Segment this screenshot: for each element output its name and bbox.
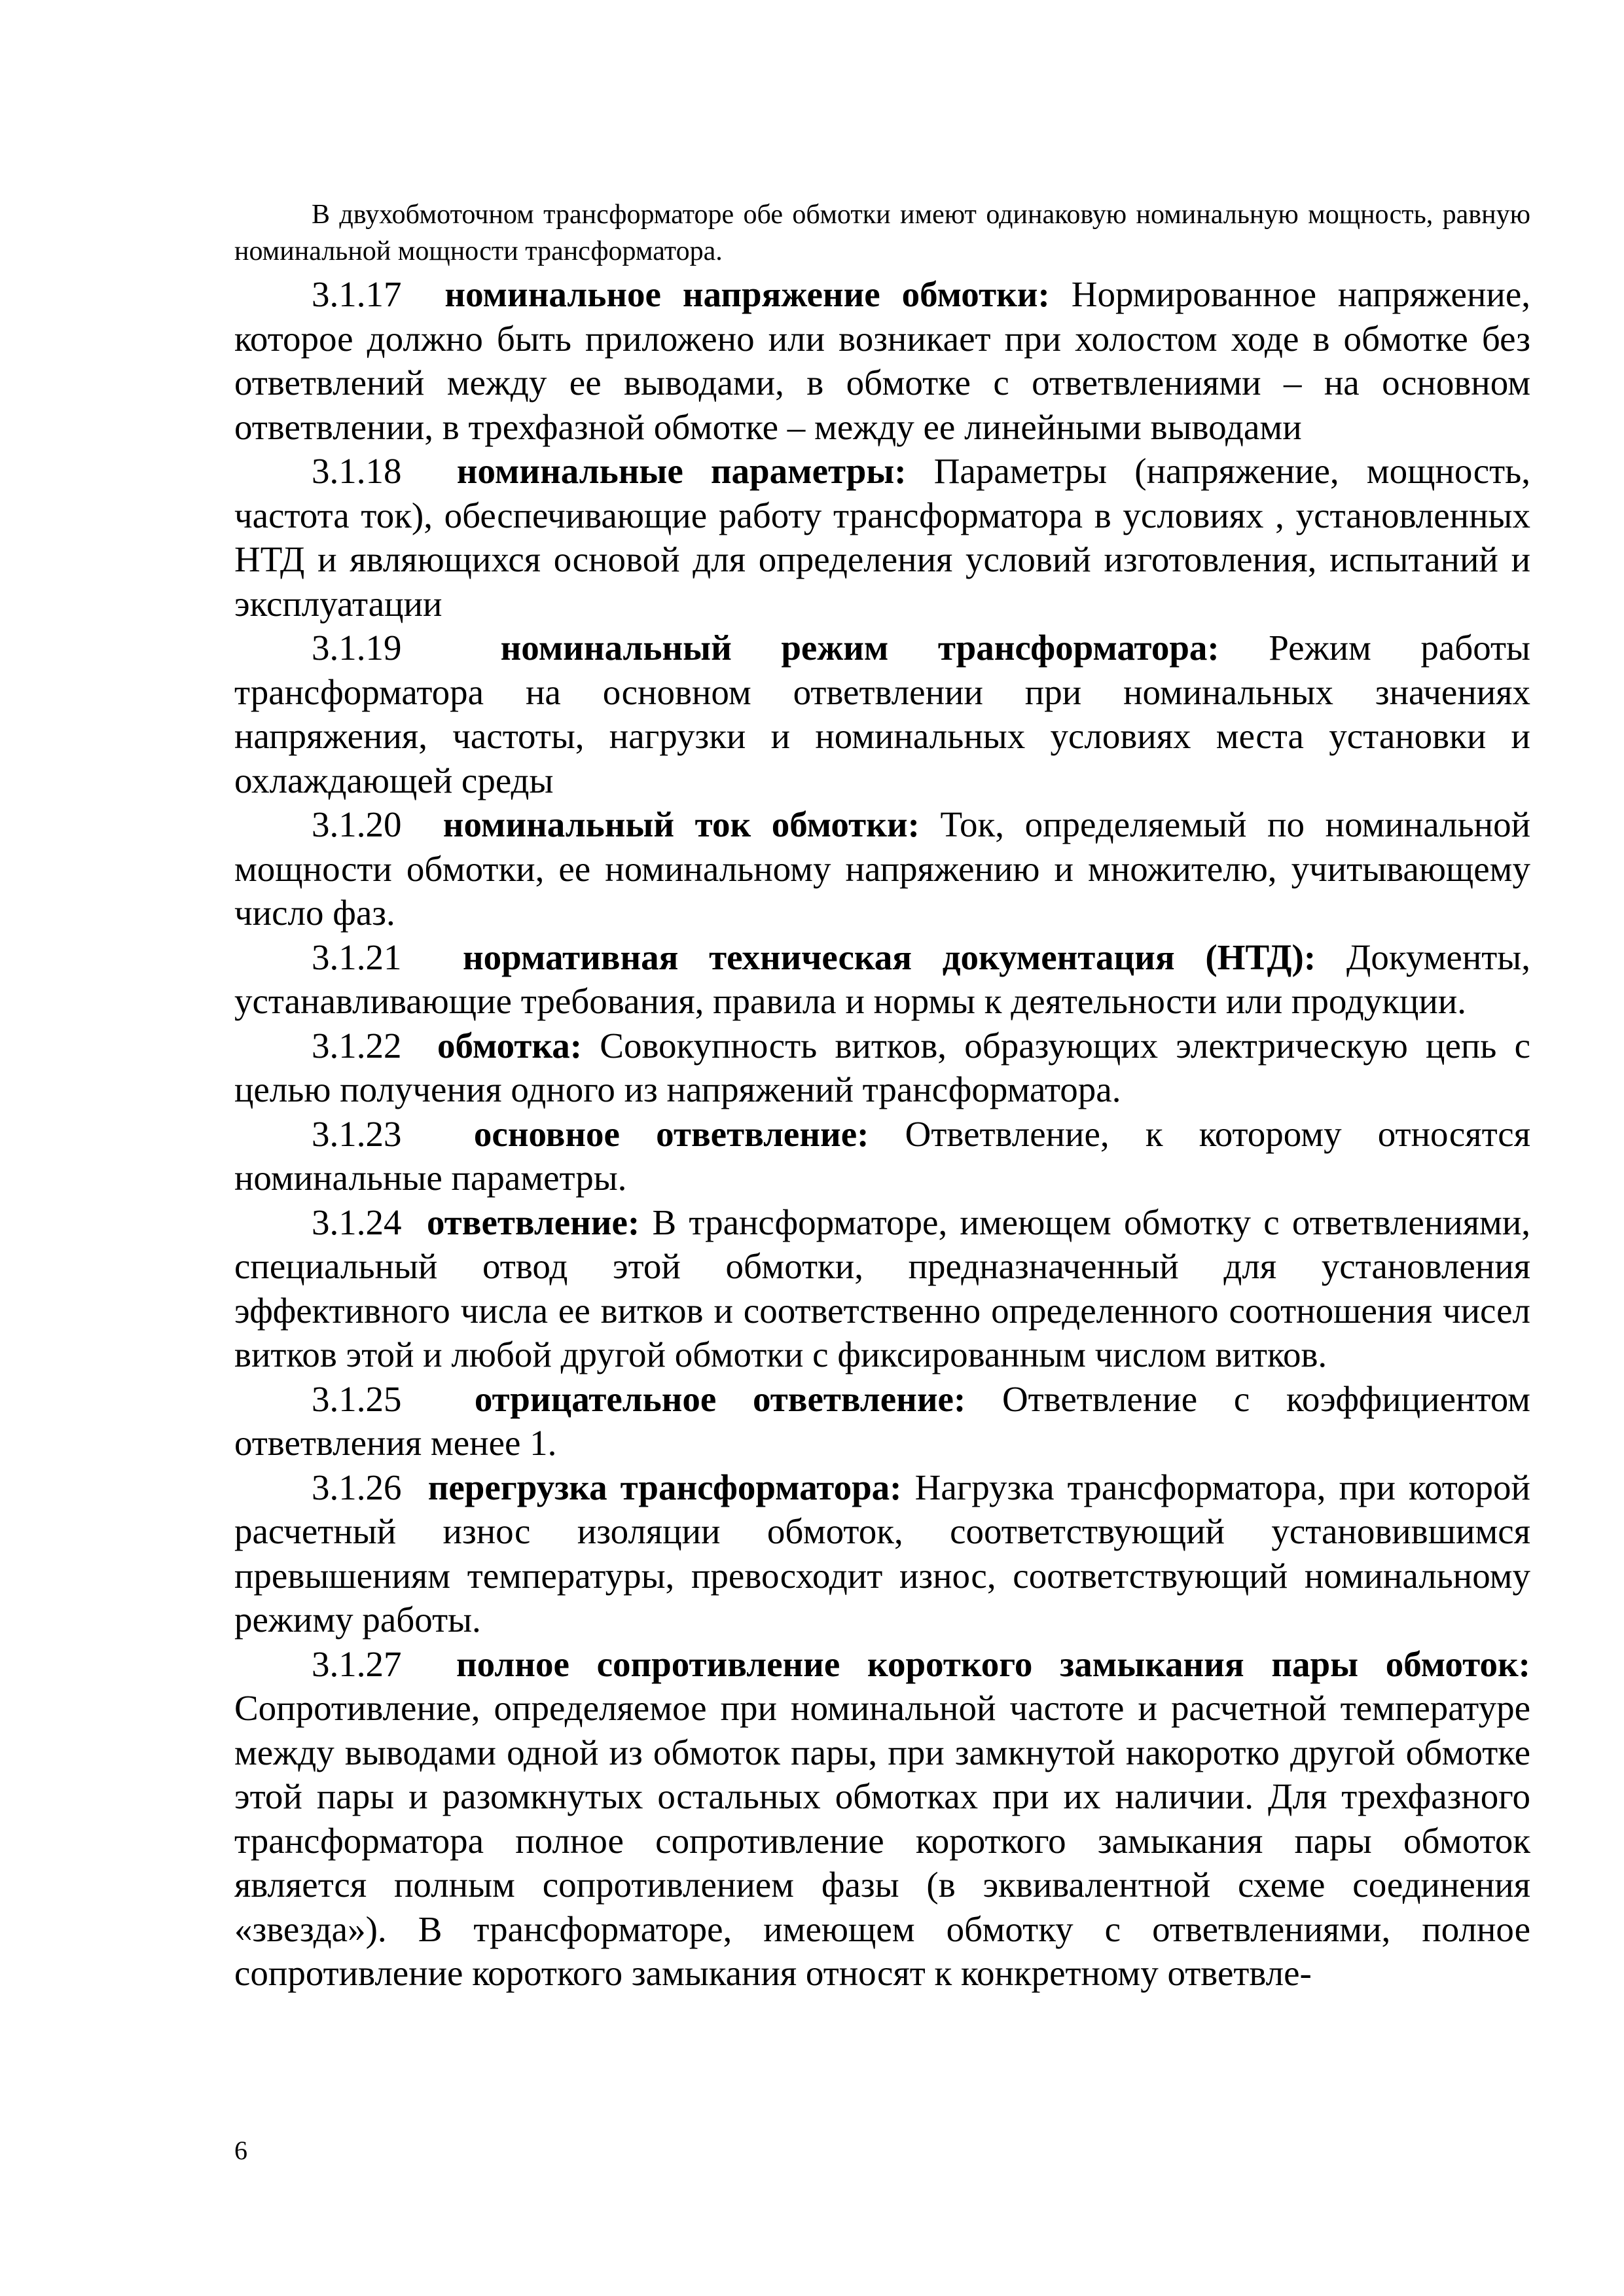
term-definition: Нормированное напряжение, которое должно быть приложено или возникает при холостом ходе в обмотке без ответвлений между ее выводами, в обмотке с ответвлениями – на основном ответвлении, в трехфазной обмотке – между ее линейными выводами (234, 274, 1530, 447)
term-title: номинальный ток обмотки: (442, 804, 920, 844)
term-title: обмотка: (437, 1025, 583, 1066)
text-body (234, 196, 1530, 1996)
term-title: перегрузка трансформатора: (427, 1467, 902, 1507)
term-title: номинальное напряжение обмотки: (444, 274, 1050, 314)
term-number: 3.1.22 (312, 1025, 402, 1066)
term-number: 3.1.25 (312, 1378, 402, 1419)
term-definition: Совокупность витков, образующих электрическую цепь с целью получения одного из напряжений трансформатора. (234, 1025, 1531, 1109)
term-title: отрицательное ответвление: (474, 1378, 966, 1419)
term-definition: Режим работы трансформатора на основном ответвлении при номинальных значениях напряжения, частоты, нагрузки и номинальных условиях места установки и охлаждающей среды (234, 628, 1531, 800)
note-paragraph: В двухобмоточном трансформаторе обе обмотки имеют одинаковую номинальную мощность, равную номинальной мощности трансформатора. (234, 200, 1530, 266)
term-title: нормативная техническая документация (НТД): (462, 937, 1316, 977)
term-title: номинальные параметры: (456, 451, 907, 491)
term-3-1-18 (234, 449, 1530, 626)
term-3-1-23 (234, 1112, 1530, 1200)
term-number: 3.1.18 (312, 451, 402, 491)
term-number: 3.1.26 (312, 1467, 402, 1507)
term-number: 3.1.27 (312, 1643, 402, 1684)
term-3-1-22 (234, 1024, 1530, 1112)
term-definition: Параметры (напряжение, мощность, частота ток), обеспечивающие работу трансформатора в условиях , установленных НТД и являющихся основой для определения условий изготовления, испытаний и эксплуатации (234, 451, 1531, 624)
term-definition: Нагрузка трансформатора, при которой расчетный износ изоляции обмоток, соответствующий установившимся превышениям температуры, превосходит износ, соответствующий номинальному режиму работы. (234, 1467, 1530, 1640)
term-3-1-26 (234, 1465, 1530, 1642)
term-number: 3.1.19 (312, 628, 402, 668)
term-3-1-25 (234, 1377, 1530, 1465)
term-definition: В трансформаторе, имеющем обмотку с ответвлениями, специальный отвод этой обмотки, предназначенный для установления эффективного числа ее витков и соответственно определенного соотношения чисел витков этой и любой другой обмотки с фиксированным числом витков. (234, 1202, 1530, 1374)
term-title: номинальный режим трансформатора: (500, 628, 1219, 668)
term-3-1-20 (234, 802, 1530, 935)
term-definition: Ответвление, к которому относятся номинальные параметры. (234, 1113, 1531, 1198)
term-3-1-17 (234, 272, 1530, 449)
term-3-1-21 (234, 935, 1530, 1024)
term-definition: Ответвление с коэффициентом ответвления менее 1. (234, 1378, 1530, 1463)
term-title: полное сопротивление короткого замыкания пары обмоток: (456, 1643, 1530, 1684)
term-number: 3.1.23 (312, 1113, 402, 1154)
term-number: 3.1.17 (312, 274, 402, 314)
term-3-1-24 (234, 1200, 1530, 1377)
term-definition: Сопротивление, определяемое при номинальной частоте и расчетной температуре между выводами одной из обмоток пары, при замкнутой накоротко другой обмотке этой пары и разомкнутых остальных обмотках при их наличии. Для трехфазного трансформатора полное сопротивление короткого замыкания пары обмоток является полным сопротивлением фазы (в эквивалентной схеме соединения «звезда»). В трансформаторе, имеющем обмотку с ответвлениями, полное сопротивление короткого замыкания относят к конкретному ответвле- (234, 1688, 1530, 1993)
page-number: 6 (234, 2136, 247, 2165)
term-title: ответвление: (426, 1202, 640, 1242)
term-title: основное ответвление: (473, 1113, 869, 1154)
term-3-1-19 (234, 626, 1530, 802)
term-3-1-27 (234, 1642, 1530, 1996)
term-number: 3.1.24 (312, 1202, 402, 1242)
term-definition: Ток, определяемый по номинальной мощности обмотки, ее номинальному напряжению и множителю, учитывающему число фаз. (234, 804, 1531, 933)
term-number: 3.1.21 (312, 937, 402, 977)
term-definition: Документы, устанавливающие требования, правила и нормы к деятельности или продукции. (234, 937, 1530, 1021)
term-number: 3.1.20 (312, 804, 402, 844)
